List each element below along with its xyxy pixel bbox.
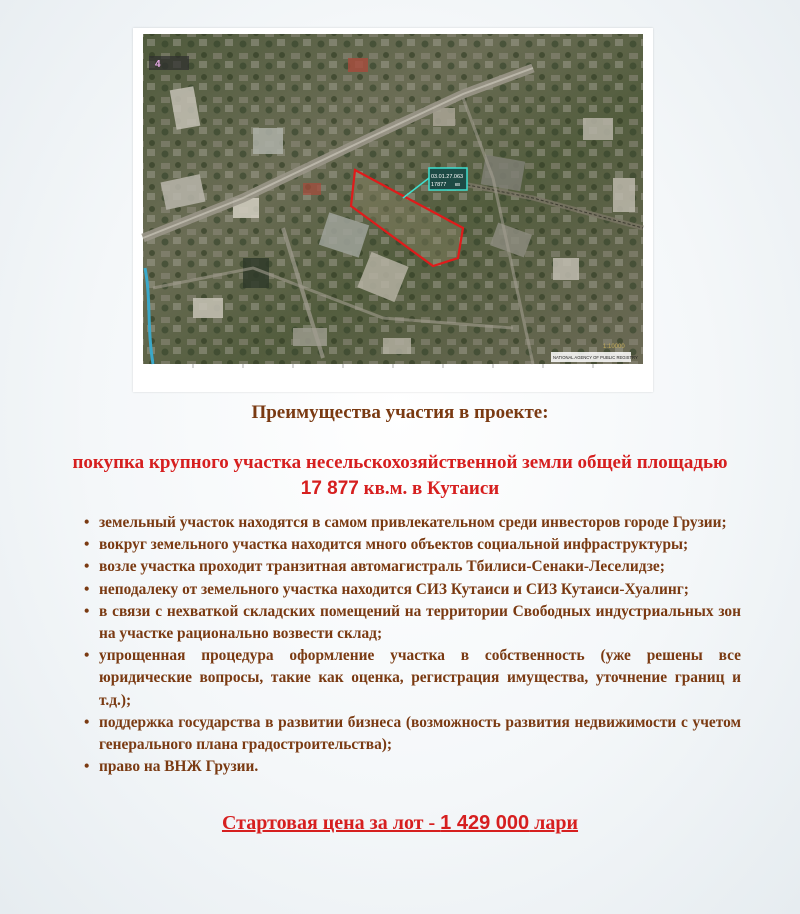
bullet-icon: •: [84, 580, 90, 598]
bullet-icon: •: [84, 536, 90, 554]
bullet-icon: •: [84, 713, 90, 731]
benefits-list: [83, 512, 741, 778]
list-item: • право на ВНЖ Грузии.: [83, 756, 741, 778]
list-item: • возле участка проходит транзитная автомагистраль Тбилиси-Сенаки-Леселидзе;: [83, 556, 741, 578]
bullet-icon: •: [84, 758, 90, 776]
price-amount: 1 429 000: [440, 812, 530, 834]
subheading-area: 17 877: [300, 478, 359, 499]
agency-logo-text: NATIONAL AGENCY OF PUBLIC REGISTRY: [553, 355, 638, 360]
page-heading: Преимущества участия в проекте:: [251, 402, 549, 423]
list-item: • неподалеку от земельного участка находится СИЗ Кутаиси и СИЗ Кутаиси-Хуалинг;: [83, 579, 741, 601]
price-label: Стартовая цена за лот -: [221, 812, 441, 834]
bullet-icon: •: [84, 558, 90, 576]
map-scale-label: 1:10000: [603, 344, 625, 350]
parcel-code-text: 03.01.27.063: [431, 174, 464, 180]
bullet-icon: •: [84, 647, 90, 665]
map-corner-label: 4: [155, 59, 161, 70]
list-item: • упрощенная процедура оформление участка в собственность (уже решены все юридические вопросы, такие как оценка, регистрация имущества, уточнение границ и т.д.);: [84, 647, 741, 709]
list-item: • вокруг земельного участка находится много объектов социальной инфраструктуры;: [83, 534, 741, 556]
bullet-icon: •: [84, 602, 90, 620]
satellite-map-image: [133, 28, 653, 392]
satellite-map: [133, 28, 653, 392]
starting-price: [0, 812, 800, 835]
bullet-icon: •: [84, 514, 90, 531]
price-currency: лари: [529, 812, 579, 834]
project-subheading: [40, 450, 760, 502]
list-item: • земельный участок находятся в самом привлекательном среди инвесторов городе Грузии;: [83, 512, 741, 534]
list-item: • поддержка государства в развитии бизнеса (возможность развития недвижимости с учетом генерального плана градостроительства);: [84, 713, 741, 754]
subheading-line1: покупка крупного участка несельскохозяйственной земли общей площадью: [72, 452, 728, 473]
parcel-unit-text: кв: [455, 182, 460, 188]
subheading-rest: кв.м. в Кутаиси: [358, 478, 500, 499]
list-item: • в связи с нехваткой складских помещений на территории Свободных индустриальных зон на участке рационально возвести склад;: [84, 602, 741, 643]
parcel-area-text: 17877: [431, 182, 447, 188]
